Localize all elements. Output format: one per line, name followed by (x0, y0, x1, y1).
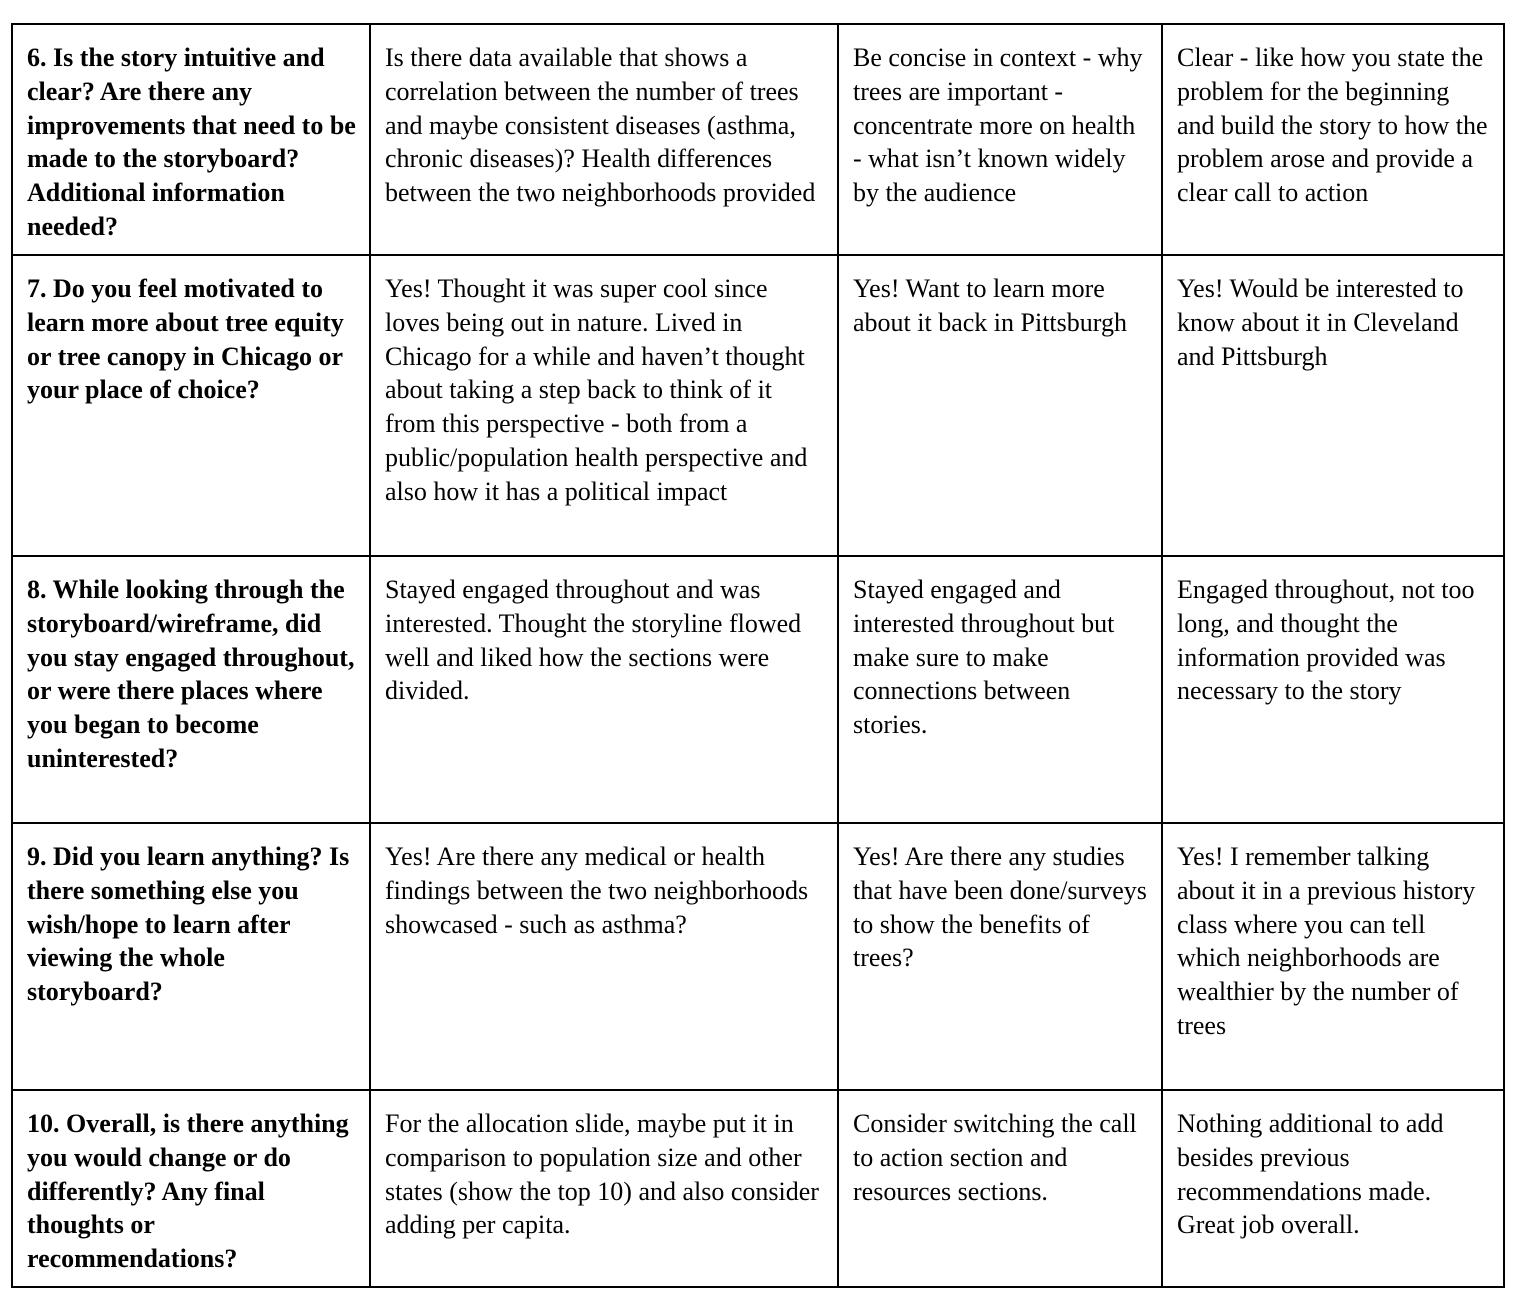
response-cell: Yes! Would be interested to know about it in Cleveland and Pittsburgh (1162, 255, 1504, 556)
table-row (12, 823, 1504, 1090)
question-cell: 7. Do you feel motivated to learn more about tree equity or tree canopy in Chicago or your place of choice? (12, 255, 370, 556)
response-cell: For the allocation slide, maybe put it in comparison to population size and other states (show the top 10) and also consider adding per capita. (370, 1090, 838, 1287)
table-row (12, 24, 1504, 255)
response-cell: Yes! Are there any medical or health findings between the two neighborhoods showcased - such as asthma? (370, 823, 838, 1090)
response-cell: Stayed engaged and interested throughout but make sure to make connections between stories. (838, 556, 1162, 823)
response-cell: Yes! Are there any studies that have been done/surveys to show the benefits of trees? (838, 823, 1162, 1090)
question-cell: 9. Did you learn anything? Is there something else you wish/hope to learn after viewing the whole storyboard? (12, 823, 370, 1090)
question-cell: 10. Overall, is there anything you would change or do differently? Any final thoughts or recommendations? (12, 1090, 370, 1287)
response-cell: Engaged throughout, not too long, and thought the information provided was necessary to the story (1162, 556, 1504, 823)
response-cell: Is there data available that shows a correlation between the number of trees and maybe consistent diseases (asthma, chronic diseases)? Health differences between the two neighborhoods provided (370, 24, 838, 255)
table-row (12, 556, 1504, 823)
response-cell: Be concise in context - why trees are important - concentrate more on health - what isn’t known widely by the audience (838, 24, 1162, 255)
question-cell: 6. Is the story intuitive and clear? Are there any improvements that need to be made to the storyboard? Additional information needed? (12, 24, 370, 255)
response-cell: Consider switching the call to action section and resources sections. (838, 1090, 1162, 1287)
response-cell: Yes! Want to learn more about it back in Pittsburgh (838, 255, 1162, 556)
response-cell: Stayed engaged throughout and was interested. Thought the storyline flowed well and liked how the sections were divided. (370, 556, 838, 823)
response-cell: Yes! Thought it was super cool since loves being out in nature. Lived in Chicago for a while and haven’t thought about taking a step back to think of it from this perspective - both from a public/population health perspective and also how it has a political impact (370, 255, 838, 556)
response-cell: Nothing additional to add besides previous recommendations made. Great job overall. (1162, 1090, 1504, 1287)
table-row (12, 1090, 1504, 1287)
table-row (12, 255, 1504, 556)
feedback-table (11, 23, 1505, 1288)
question-cell: 8. While looking through the storyboard/wireframe, did you stay engaged throughout, or were there places where you began to become uninterested? (12, 556, 370, 823)
response-cell: Yes! I remember talking about it in a previous history class where you can tell which neighborhoods are wealthier by the number of trees (1162, 823, 1504, 1090)
response-cell: Clear - like how you state the problem for the beginning and build the story to how the problem arose and provide a clear call to action (1162, 24, 1504, 255)
